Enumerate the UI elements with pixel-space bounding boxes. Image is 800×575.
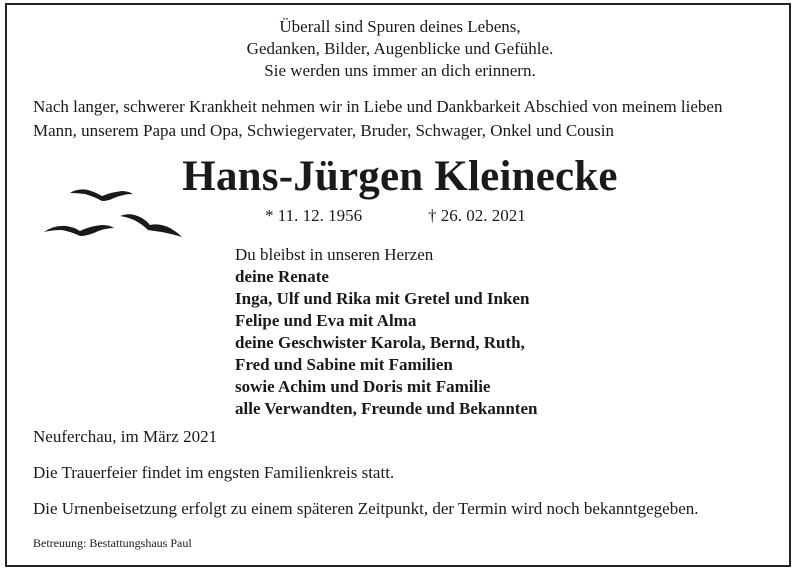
- poem: [0, 16, 800, 82]
- mourner-line: Fred und Sabine mit Familien: [235, 355, 453, 374]
- mourner-line: Felipe und Eva mit Alma: [235, 311, 417, 330]
- intro-line: Nach langer, schwerer Krankheit nehmen wir in Liebe und Dankbarkeit Abschied von meinem lieben: [33, 97, 723, 116]
- urn-burial-note: Die Urnenbeisetzung erfolgt zu einem späteren Zeitpunkt, der Termin wird noch bekanntgegeben.: [33, 499, 699, 518]
- intro-text: [33, 95, 773, 143]
- flying-birds-icon: [40, 180, 190, 250]
- birth-date: * 11. 12. 1956: [265, 206, 363, 225]
- death-date: † 26. 02. 2021: [428, 206, 526, 225]
- mourner-line: deine Renate: [235, 267, 329, 286]
- place-date: Neuferchau, im März 2021: [33, 427, 218, 446]
- bird-icon: [70, 189, 133, 201]
- intro-line: Mann, unserem Papa und Opa, Schwiegervater, Bruder, Schwager, Onkel und Cousin: [33, 121, 615, 140]
- mourners-list: [235, 244, 537, 420]
- poem-line: Gedanken, Bilder, Augenblicke und Gefühle.: [246, 39, 554, 58]
- mourner-line: sowie Achim und Doris mit Familie: [235, 377, 491, 396]
- poem-line: Sie werden uns immer an dich erinnern.: [264, 61, 536, 80]
- mourner-line: deine Geschwister Karola, Bernd, Ruth,: [235, 333, 525, 352]
- mourner-line: Inga, Ulf und Rika mit Gretel und Inken: [235, 289, 530, 308]
- poem-line: Überall sind Spuren deines Lebens,: [279, 17, 521, 36]
- ceremony-note: Die Trauerfeier findet im engsten Familienkreis statt.: [33, 463, 395, 482]
- mourner-line: alle Verwandten, Freunde und Bekannten: [235, 399, 538, 418]
- bird-icon: [44, 225, 114, 236]
- bird-icon: [120, 214, 182, 237]
- funeral-home-credit: Betreuung: Bestattungshaus Paul: [33, 536, 192, 550]
- deceased-name: Hans-Jürgen Kleinecke: [182, 153, 618, 200]
- mourners-intro: Du bleibst in unseren Herzen: [235, 245, 434, 264]
